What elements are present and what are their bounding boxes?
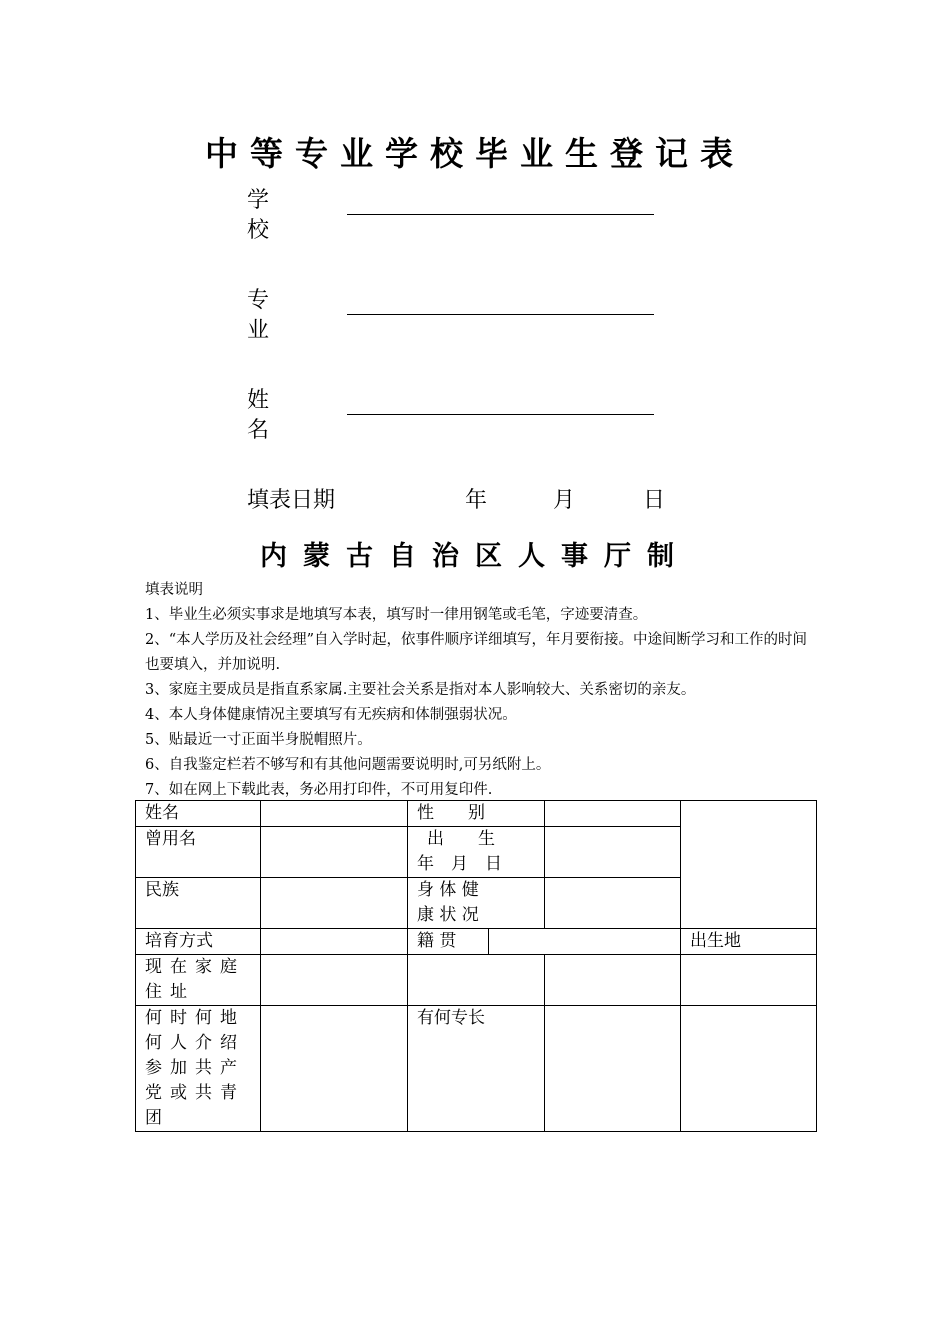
instruction-item: 4、本人身体健康情况主要填写有无疾病和体制强弱状况。 [145, 707, 517, 723]
home-address-value-2[interactable] [408, 955, 545, 1006]
gender-cell-label: 性 别 [408, 801, 545, 827]
health-value[interactable] [545, 878, 681, 929]
birth-date-value[interactable] [545, 827, 681, 878]
month-label: 月 [553, 488, 576, 513]
birth-date-label-line2: 年 月 日 [417, 854, 502, 874]
major-label: 专业 [247, 288, 322, 343]
gender-cell-value[interactable] [545, 801, 681, 827]
home-address-value-3[interactable] [545, 955, 681, 1006]
training-mode-label: 培育方式 [136, 929, 261, 955]
major-input-line[interactable] [347, 314, 654, 315]
school-label: 学校 [247, 188, 322, 243]
instruction-item: 3、家庭主要成员是指直系家属.主要社会关系是指对本人影响较大、关系密切的亲友。 [145, 682, 696, 698]
name-input-line[interactable] [347, 414, 654, 415]
fill-date-label: 填表日期 [247, 488, 336, 513]
birth-date-label-line1: 出 生 [427, 829, 495, 849]
health-label [408, 878, 545, 929]
health-label-line2: 康 状 况 [417, 905, 479, 925]
school-input-line[interactable] [347, 214, 654, 215]
instructions-heading: 填表说明 [145, 582, 203, 598]
name-cell-value[interactable] [261, 801, 408, 827]
instruction-item: 5、贴最近一寸正面半身脱帽照片。 [145, 732, 372, 748]
name-cell-label: 姓名 [136, 801, 261, 827]
major-field [247, 286, 347, 343]
instruction-item: 7、如在网上下载此表，务必用打印件，不可用复印件. [145, 782, 493, 798]
home-address-value[interactable] [261, 955, 408, 1006]
home-address-value-4[interactable] [681, 955, 817, 1006]
former-name-label: 曾用名 [136, 827, 261, 878]
issuer: 内蒙古自治区人事厅制 [260, 541, 690, 572]
instruction-item: 6、自我鉴定栏若不够写和有其他问题需要说明时,可另纸附上。 [145, 757, 551, 773]
photo-cell[interactable] [681, 801, 817, 929]
birthplace-label: 出生地 [681, 929, 817, 955]
fill-date-row [247, 486, 707, 516]
former-name-value[interactable] [261, 827, 408, 878]
specialty-value[interactable] [545, 1006, 681, 1132]
instruction-item: 2、“本人学历及社会经理”自入学时起，依事件顺序详细填写，年月要衔接。中途间断学习和工作的时间也要填入，并加说明. [145, 632, 808, 673]
instruction-item: 1、毕业生必须实事求是地填写本表，填写时一律用钢笔或毛笔，字迹要清查。 [145, 607, 648, 623]
school-field [247, 186, 347, 243]
registration-table [135, 800, 817, 1132]
year-label: 年 [465, 488, 488, 513]
day-label: 日 [643, 488, 666, 513]
birth-date-label [408, 827, 545, 878]
instructions [145, 578, 810, 803]
ethnicity-label: 民族 [136, 878, 261, 929]
health-label-line1: 身 体 健 [417, 880, 479, 900]
native-place-label: 籍 贯 [408, 929, 489, 955]
native-place-value[interactable] [489, 929, 681, 955]
ethnicity-value[interactable] [261, 878, 408, 929]
specialty-value-2[interactable] [681, 1006, 817, 1132]
name-field [247, 386, 347, 443]
name-label: 姓名 [247, 388, 322, 443]
training-mode-value[interactable] [261, 929, 408, 955]
specialty-label: 有何专长 [408, 1006, 545, 1132]
home-address-label: 现在家庭住址 [136, 955, 261, 1006]
party-join-value[interactable] [261, 1006, 408, 1132]
form-title: 中等专业学校毕业生登记表 [205, 134, 745, 173]
party-join-label: 何时何地何人介绍参加共产党或共青团 [136, 1006, 261, 1132]
